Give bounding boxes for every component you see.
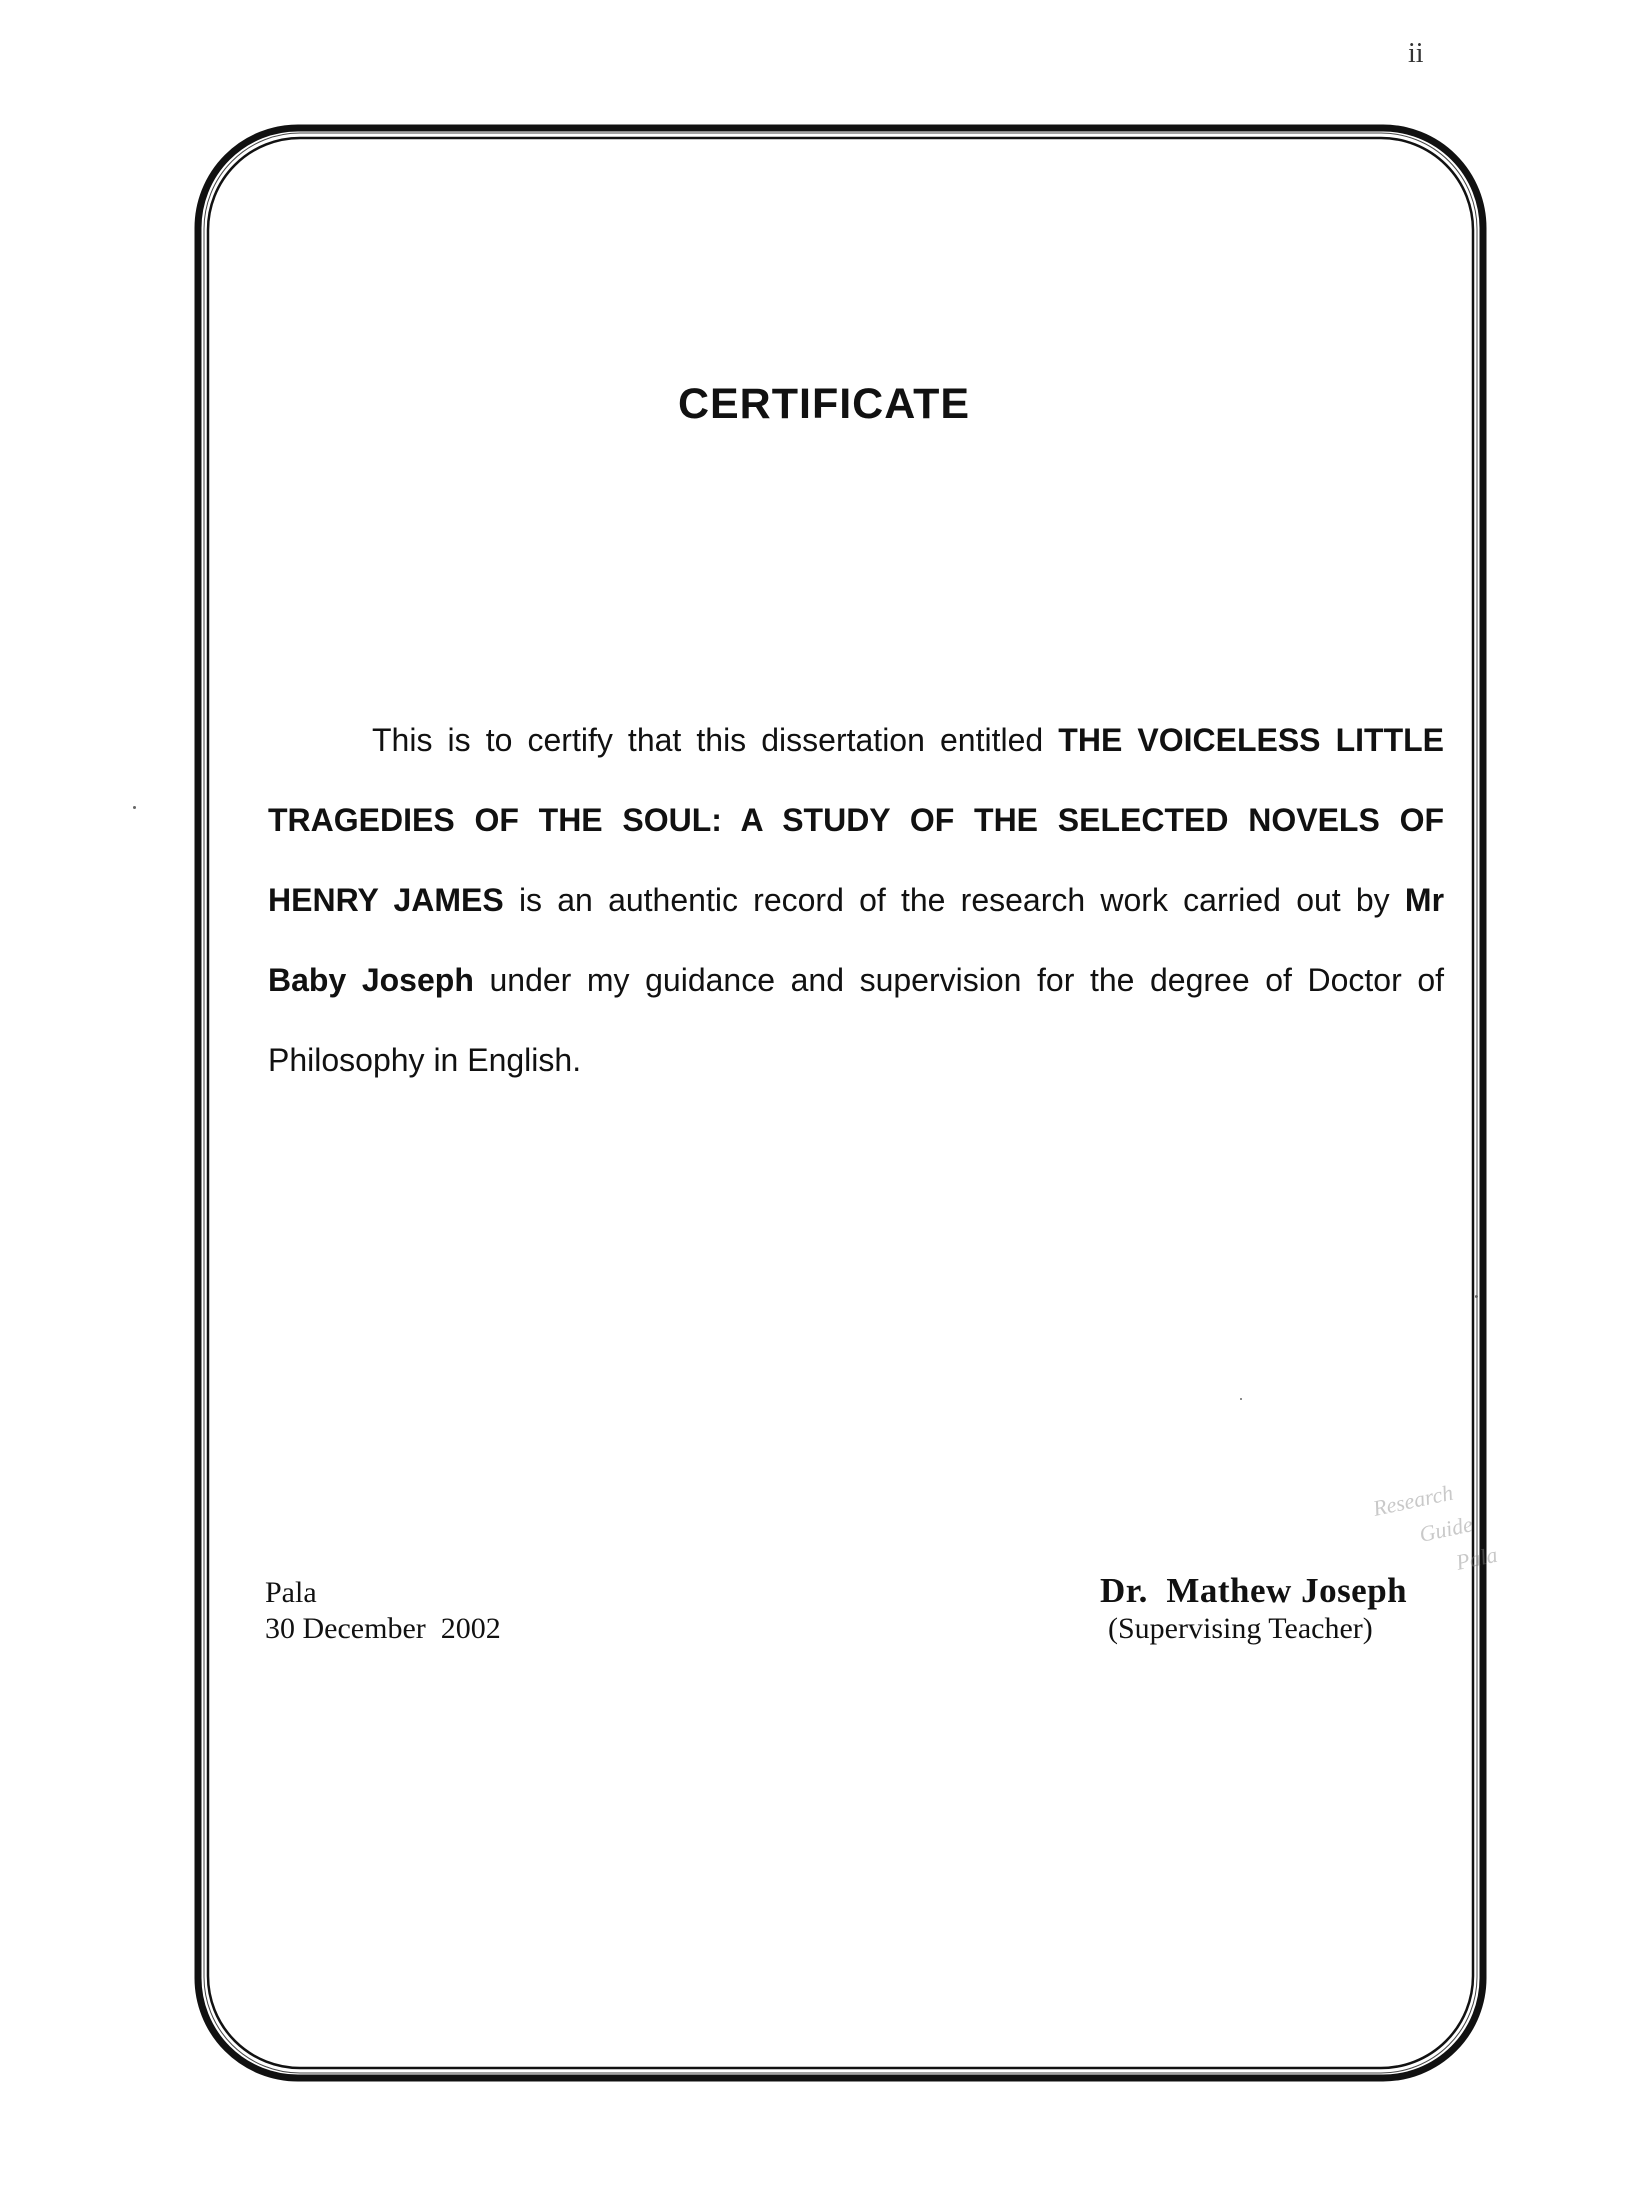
body-intro: This is to certify that this dissertation entitled [372, 722, 1044, 758]
page-number: ii [1408, 38, 1424, 69]
signatory-name: Dr. Mathew Joseph [1100, 1571, 1408, 1610]
stamp-line: Guide [1417, 1511, 1475, 1547]
faded-seal-stamp [1296, 1432, 1564, 1638]
place-date-block [265, 1575, 501, 1647]
signatory-role: (Supervising Teacher) [1108, 1612, 1373, 1645]
date: 30 December 2002 [265, 1612, 501, 1645]
candidate-name: Mr Baby Joseph [268, 882, 1445, 998]
stamp-line: Pala [1453, 1541, 1500, 1575]
body-middle: is an authentic record of the research work carried out by [518, 882, 1390, 918]
dissertation-title: THE VOICELESS LITTLE TRAGEDIES OF THE SOUL: A STUDY OF THE SELECTED NOVELS OF HENRY JAMES [268, 722, 1445, 918]
stamp-line: Research [1370, 1479, 1456, 1521]
place: Pala [265, 1576, 317, 1609]
certificate-body [268, 700, 1444, 1100]
scan-speck [1240, 1398, 1242, 1400]
body-closing: under my guidance and supervision for the degree of Doctor of Philosophy in English. [268, 962, 1445, 1078]
scan-speck [133, 806, 136, 809]
scan-speck [1475, 1295, 1478, 1298]
certificate-title: CERTIFICATE [677, 380, 971, 428]
